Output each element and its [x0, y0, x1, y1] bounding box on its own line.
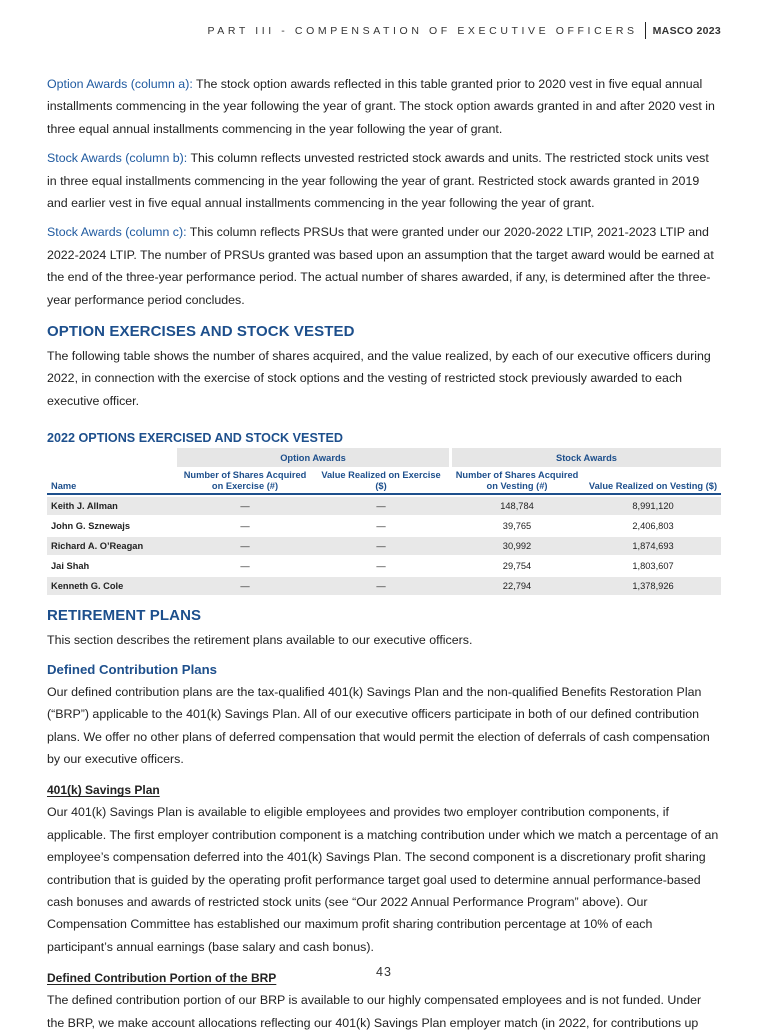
header-divider [645, 22, 646, 39]
cell-name: John G. Sznewajs [47, 515, 177, 535]
table-row [47, 515, 721, 535]
cell-shares-on-vesting: 39,765 [449, 515, 585, 535]
column-header-value-on-vesting: Value Realized on Vesting ($) [585, 467, 721, 495]
cell-shares-on-exercise: — [177, 515, 313, 535]
table-title: 2022 OPTIONS EXERCISED AND STOCK VESTED [47, 431, 344, 446]
savings-plan-heading: 401(k) Savings Plan [47, 783, 160, 798]
cell-value-on-vesting: 1,378,926 [585, 575, 721, 595]
cell-shares-on-exercise: — [177, 495, 313, 515]
table-row [47, 535, 721, 555]
cell-value-on-exercise: — [313, 495, 449, 515]
cell-shares-on-vesting: 29,754 [449, 555, 585, 575]
header-section-title: PART III - COMPENSATION OF EXECUTIVE OFFICERS [207, 24, 638, 37]
retirement-plans-heading: RETIREMENT PLANS [47, 607, 202, 625]
note-text: This column reflects PRSUs that were granted under our 2020-2022 LTIP, 2021-2023 LTIP and 2022-2024 LTIP. The number of PRSUs granted was based upon an assumption that the target award would be earned at the end of the three-year performance period. The actual number of shares awarded, if any, is determined after the three-year performance period concludes. [47, 225, 714, 307]
column-header-value-on-exercise: Value Realized on Exercise ($) [313, 467, 449, 495]
cell-value-on-exercise: — [313, 515, 449, 535]
option-exercises-intro: The following table shows the number of shares acquired, and the value realized, by each of our executive officers during 2022, in connection with the exercise of stock options and the vesting of restricted stock previously awarded to each executive officer. [47, 349, 711, 408]
note-text: This column reflects unvested restricted stock awards and units. The restricted stock units vest in three equal installments commencing in the year following the year of grant. Restricted stock awards granted in 2019 and earlier vest in five equal annual installments commencing in the year following the year of grant. [47, 151, 709, 211]
table-row [47, 555, 721, 575]
options-exercised-stock-vested-table [47, 448, 721, 595]
note-lead: Stock Awards (column c): [47, 225, 187, 240]
column-header-shares-on-exercise: Number of Shares Acquired on Exercise (#) [177, 467, 313, 495]
table-row [47, 575, 721, 595]
brp-heading: Defined Contribution Portion of the BRP [47, 971, 277, 986]
page-number: 43 [376, 965, 392, 979]
cell-value-on-vesting: 1,803,607 [585, 555, 721, 575]
retirement-plans-intro: This section describes the retirement plans available to our executive officers. [47, 633, 473, 648]
cell-shares-on-vesting: 148,784 [449, 495, 585, 515]
note-lead: Stock Awards (column b): [47, 151, 188, 166]
table-row [47, 495, 721, 515]
cell-value-on-exercise: — [313, 575, 449, 595]
cell-value-on-exercise: — [313, 535, 449, 555]
column-header-name: Name [47, 467, 177, 495]
cell-name: Kenneth G. Cole [47, 575, 177, 595]
column-header-shares-on-vesting: Number of Shares Acquired on Vesting (#) [449, 467, 585, 495]
cell-name: Richard A. O’Reagan [47, 535, 177, 555]
note-option-awards-col-a [47, 73, 721, 140]
table-corner [47, 448, 177, 467]
cell-value-on-vesting: 1,874,693 [585, 535, 721, 555]
cell-name: Keith J. Allman [47, 495, 177, 515]
defined-contribution-text: Our defined contribution plans are the tax-qualified 401(k) Savings Plan and the non-qualified Benefits Restoration Plan (“BRP”) applicable to the 401(k) Savings Plan. All of our executive officers participate in both of our defined contribution plans. We offer no other plans of deferred compensation that would permit the election of deferrals of cash compensation by our executive officers. [47, 684, 710, 766]
header-brand: MASCO 2023 [652, 24, 721, 37]
cell-shares-on-exercise: — [177, 575, 313, 595]
group-header-stock-awards: Stock Awards [449, 448, 721, 467]
cell-name: Jai Shah [47, 555, 177, 575]
note-text: The stock option awards reflected in this table granted prior to 2020 vest in five equal annual installments commencing in the year following the year of grant. The stock option awards granted in and after 2020 vest in three equal annual installments commencing in the year following the year of grant. [47, 77, 715, 136]
cell-value-on-vesting: 2,406,803 [585, 515, 721, 535]
option-exercises-heading: OPTION EXERCISES AND STOCK VESTED [47, 323, 355, 341]
cell-value-on-vesting: 8,991,120 [585, 495, 721, 515]
group-header-option-awards: Option Awards [177, 448, 449, 467]
note-lead: Option Awards (column a): [47, 77, 193, 91]
cell-shares-on-exercise: — [177, 535, 313, 555]
brp-text: The defined contribution portion of our BRP is available to our highly compensated employees and is not funded. Under the BRP, we make account allocations reflecting our 401(k) Savings Plan employer match (in 2022, for contributions up [47, 993, 702, 1030]
cell-shares-on-vesting: 30,992 [449, 535, 585, 555]
page-content [47, 73, 721, 1034]
cell-shares-on-exercise: — [177, 555, 313, 575]
defined-contribution-heading: Defined Contribution Plans [47, 661, 217, 677]
cell-value-on-exercise: — [313, 555, 449, 575]
running-header [207, 22, 721, 39]
cell-shares-on-vesting: 22,794 [449, 575, 585, 595]
note-stock-awards-col-b [47, 147, 721, 214]
savings-plan-text: Our 401(k) Savings Plan is available to eligible employees and provides two employer contribution components, if applicable. The first employer contribution component is a matching contribution under which we match a percentage of an employee’s compensation deferred into the 401(k) Savings Plan. The second component is a discretionary profit sharing contribution that is guided by the operating profit performance target goal used to determine annual performance-based cash bonuses and awards of restricted stock units (see “Our 2022 Annual Performance Program” above). Our Compensation Committee has established our maximum profit sharing contribution percentage at 10% of each participant’s annual earnings (base salary and cash bonus). [47, 805, 719, 954]
note-stock-awards-col-c [47, 221, 721, 311]
